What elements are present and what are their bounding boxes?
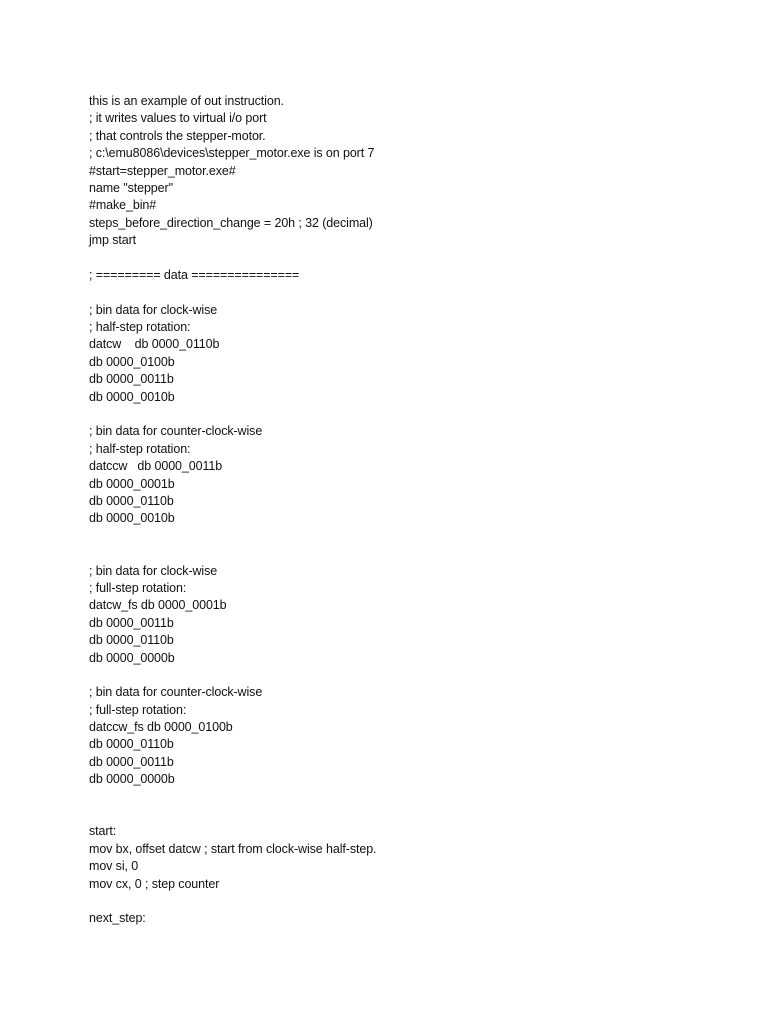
blank-line (89, 284, 376, 301)
blank-line (89, 806, 376, 823)
code-line: db 0000_0110b (89, 493, 174, 508)
code-line: ; ========= data =============== (89, 267, 300, 282)
blank-line (89, 545, 376, 562)
code-line: db 0000_0110b (89, 633, 174, 648)
blank-line (89, 893, 376, 910)
blank-line (89, 528, 376, 545)
code-line: start: (89, 824, 117, 839)
code-line: ; it writes values to virtual i/o port (89, 111, 267, 126)
code-line: db 0000_0011b (89, 372, 174, 387)
code-line: ; full-step rotation: (89, 702, 187, 717)
code-line: ; bin data for counter-clock-wise (89, 424, 263, 439)
code-line: #start=stepper_motor.exe# (89, 163, 236, 178)
code-line: next_step: (89, 911, 146, 926)
code-line: datcw db 0000_0110b (89, 337, 220, 352)
code-line: db 0000_0010b (89, 511, 175, 526)
code-line: datccw_fs db 0000_0100b (89, 720, 233, 735)
code-line: datccw db 0000_0011b (89, 459, 223, 474)
code-line: db 0000_0110b (89, 737, 174, 752)
code-line: db 0000_0000b (89, 772, 175, 787)
blank-line (89, 250, 376, 267)
code-line: jmp start (89, 233, 137, 248)
code-line: db 0000_0100b (89, 354, 175, 369)
code-line: mov bx, offset datcw ; start from clock-wise half-step. (89, 841, 377, 856)
code-line: steps_before_direction_change = 20h ; 32 (decimal) (89, 215, 373, 230)
code-line: mov si, 0 (89, 859, 139, 874)
blank-line (89, 406, 376, 423)
code-line: ; c:\emu8086\devices\stepper_motor.exe is on port 7 (89, 146, 375, 161)
blank-line (89, 667, 376, 684)
code-line: db 0000_0011b (89, 615, 174, 630)
code-line: #make_bin# (89, 198, 157, 213)
code-line: mov cx, 0 ; step counter (89, 876, 220, 891)
code-line: this is an example of out instruction. (89, 94, 284, 108)
code-line: ; that controls the stepper-motor. (89, 128, 266, 143)
code-line: db 0000_0001b (89, 476, 175, 491)
code-line: db 0000_0010b (89, 389, 175, 404)
code-line: name "stepper" (89, 180, 173, 195)
code-line: db 0000_0011b (89, 754, 174, 769)
code-listing (89, 93, 376, 928)
code-line: ; bin data for clock-wise (89, 302, 218, 317)
code-line: ; bin data for clock-wise (89, 563, 218, 578)
code-line: ; half-step rotation: (89, 320, 191, 335)
code-line: datcw_fs db 0000_0001b (89, 598, 227, 613)
blank-line (89, 789, 376, 806)
code-line: ; bin data for counter-clock-wise (89, 685, 263, 700)
code-line: db 0000_0000b (89, 650, 175, 665)
code-line: ; half-step rotation: (89, 441, 191, 456)
code-line: ; full-step rotation: (89, 580, 187, 595)
